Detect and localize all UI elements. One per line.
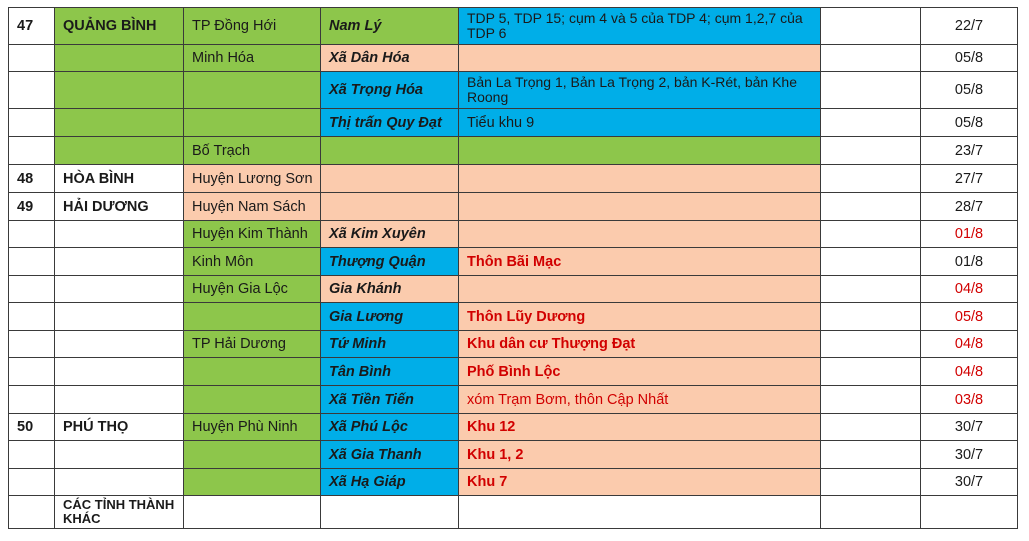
commune-cell: Thị trấn Quy Đạt <box>321 109 459 137</box>
area-cell: Khu 1, 2 <box>459 441 821 469</box>
area-cell: Khu 7 <box>459 469 821 496</box>
date-cell: 23/7 <box>921 137 1018 165</box>
date-cell <box>921 496 1018 529</box>
area-cell <box>459 193 821 221</box>
note-cell <box>821 165 921 193</box>
table-row <box>9 137 1018 165</box>
row-number <box>9 45 55 72</box>
row-number <box>9 248 55 276</box>
date-cell: 04/8 <box>921 358 1018 386</box>
province-cell <box>55 276 184 303</box>
commune-cell: Xã Hạ Giáp <box>321 469 459 496</box>
table-row <box>9 165 1018 193</box>
note-cell <box>821 137 921 165</box>
note-cell <box>821 496 921 529</box>
table-row <box>9 414 1018 441</box>
row-number: 48 <box>9 165 55 193</box>
note-cell <box>821 358 921 386</box>
note-cell <box>821 331 921 358</box>
date-cell: 04/8 <box>921 276 1018 303</box>
table-row <box>9 8 1018 45</box>
province-cell <box>55 72 184 109</box>
row-number: 49 <box>9 193 55 221</box>
outbreak-table <box>8 7 1018 529</box>
table-row <box>9 72 1018 109</box>
area-cell: Phố Bình Lộc <box>459 358 821 386</box>
date-cell: 30/7 <box>921 441 1018 469</box>
province-cell <box>55 45 184 72</box>
commune-cell: Xã Kim Xuyên <box>321 221 459 248</box>
district-cell: Minh Hóa <box>184 45 321 72</box>
province-cell <box>55 386 184 414</box>
area-cell: Khu dân cư Thượng Đạt <box>459 331 821 358</box>
row-number <box>9 109 55 137</box>
district-cell <box>184 109 321 137</box>
area-cell: xóm Trạm Bơm, thôn Cập Nhất <box>459 386 821 414</box>
row-number <box>9 469 55 496</box>
table-row <box>9 109 1018 137</box>
table-row <box>9 221 1018 248</box>
row-number <box>9 331 55 358</box>
province-cell <box>55 137 184 165</box>
table-row <box>9 276 1018 303</box>
row-number <box>9 276 55 303</box>
note-cell <box>821 469 921 496</box>
area-cell: Khu 12 <box>459 414 821 441</box>
table-row <box>9 45 1018 72</box>
province-cell <box>55 358 184 386</box>
date-cell: 30/7 <box>921 414 1018 441</box>
district-cell: Huyện Kim Thành <box>184 221 321 248</box>
district-cell: Huyện Nam Sách <box>184 193 321 221</box>
district-cell <box>184 303 321 331</box>
area-cell <box>459 276 821 303</box>
area-cell: Thôn Lũy Dương <box>459 303 821 331</box>
province-cell <box>55 248 184 276</box>
province-cell: PHÚ THỌ <box>55 414 184 441</box>
date-cell: 01/8 <box>921 248 1018 276</box>
area-cell <box>459 137 821 165</box>
district-cell: TP Đồng Hới <box>184 8 321 45</box>
district-cell: Huyện Gia Lộc <box>184 276 321 303</box>
table-row <box>9 303 1018 331</box>
table-row <box>9 358 1018 386</box>
district-cell: Bố Trạch <box>184 137 321 165</box>
commune-cell: Nam Lý <box>321 8 459 45</box>
table-row <box>9 496 1018 529</box>
area-cell <box>459 496 821 529</box>
district-cell <box>184 386 321 414</box>
commune-cell: Xã Trọng Hóa <box>321 72 459 109</box>
date-cell: 05/8 <box>921 45 1018 72</box>
area-cell <box>459 221 821 248</box>
row-number: 50 <box>9 414 55 441</box>
area-cell <box>459 45 821 72</box>
district-cell <box>184 72 321 109</box>
district-cell: TP Hải Dương <box>184 331 321 358</box>
commune-cell: Gia Lương <box>321 303 459 331</box>
date-cell: 05/8 <box>921 303 1018 331</box>
district-cell: Kinh Môn <box>184 248 321 276</box>
district-cell <box>184 358 321 386</box>
province-cell <box>55 469 184 496</box>
province-cell <box>55 441 184 469</box>
row-number <box>9 441 55 469</box>
note-cell <box>821 441 921 469</box>
commune-cell <box>321 496 459 529</box>
commune-cell <box>321 193 459 221</box>
date-cell: 03/8 <box>921 386 1018 414</box>
row-number <box>9 72 55 109</box>
note-cell <box>821 386 921 414</box>
commune-cell: Tân Bình <box>321 358 459 386</box>
province-cell <box>55 331 184 358</box>
province-cell <box>55 109 184 137</box>
province-cell <box>55 303 184 331</box>
area-cell: Thôn Bãi Mạc <box>459 248 821 276</box>
date-cell: 22/7 <box>921 8 1018 45</box>
district-cell <box>184 496 321 529</box>
table-row <box>9 331 1018 358</box>
area-cell: Bản La Trọng 1, Bản La Trọng 2, bản K-Rét, bản Khe Roong <box>459 72 821 109</box>
note-cell <box>821 303 921 331</box>
note-cell <box>821 248 921 276</box>
date-cell: 04/8 <box>921 331 1018 358</box>
note-cell <box>821 8 921 45</box>
province-cell: QUẢNG BÌNH <box>55 8 184 45</box>
row-number <box>9 137 55 165</box>
district-cell <box>184 469 321 496</box>
note-cell <box>821 45 921 72</box>
district-cell: Huyện Lương Sơn <box>184 165 321 193</box>
table-row <box>9 386 1018 414</box>
commune-cell: Tứ Minh <box>321 331 459 358</box>
table-row <box>9 441 1018 469</box>
commune-cell: Xã Dân Hóa <box>321 45 459 72</box>
commune-cell: Xã Gia Thanh <box>321 441 459 469</box>
table-row <box>9 193 1018 221</box>
note-cell <box>821 109 921 137</box>
date-cell: 05/8 <box>921 72 1018 109</box>
commune-cell: Gia Khánh <box>321 276 459 303</box>
table-row <box>9 248 1018 276</box>
row-number <box>9 496 55 529</box>
province-cell: CÁC TỈNH THÀNH KHÁC <box>55 496 184 529</box>
date-cell: 01/8 <box>921 221 1018 248</box>
note-cell <box>821 221 921 248</box>
area-cell: Tiểu khu 9 <box>459 109 821 137</box>
row-number <box>9 386 55 414</box>
commune-cell <box>321 165 459 193</box>
commune-cell: Thượng Quận <box>321 248 459 276</box>
table-row <box>9 469 1018 496</box>
note-cell <box>821 72 921 109</box>
district-cell <box>184 441 321 469</box>
province-cell: HẢI DƯƠNG <box>55 193 184 221</box>
row-number <box>9 358 55 386</box>
date-cell: 28/7 <box>921 193 1018 221</box>
commune-cell: Xã Tiền Tiến <box>321 386 459 414</box>
date-cell: 27/7 <box>921 165 1018 193</box>
note-cell <box>821 193 921 221</box>
row-number <box>9 303 55 331</box>
date-cell: 05/8 <box>921 109 1018 137</box>
commune-cell: Xã Phú Lộc <box>321 414 459 441</box>
note-cell <box>821 276 921 303</box>
area-cell: TDP 5, TDP 15; cụm 4 và 5 của TDP 4; cụm 1,2,7 của TDP 6 <box>459 8 821 45</box>
row-number <box>9 221 55 248</box>
note-cell <box>821 414 921 441</box>
district-cell: Huyện Phù Ninh <box>184 414 321 441</box>
province-cell <box>55 221 184 248</box>
row-number: 47 <box>9 8 55 45</box>
commune-cell <box>321 137 459 165</box>
area-cell <box>459 165 821 193</box>
province-cell: HÒA BÌNH <box>55 165 184 193</box>
date-cell: 30/7 <box>921 469 1018 496</box>
